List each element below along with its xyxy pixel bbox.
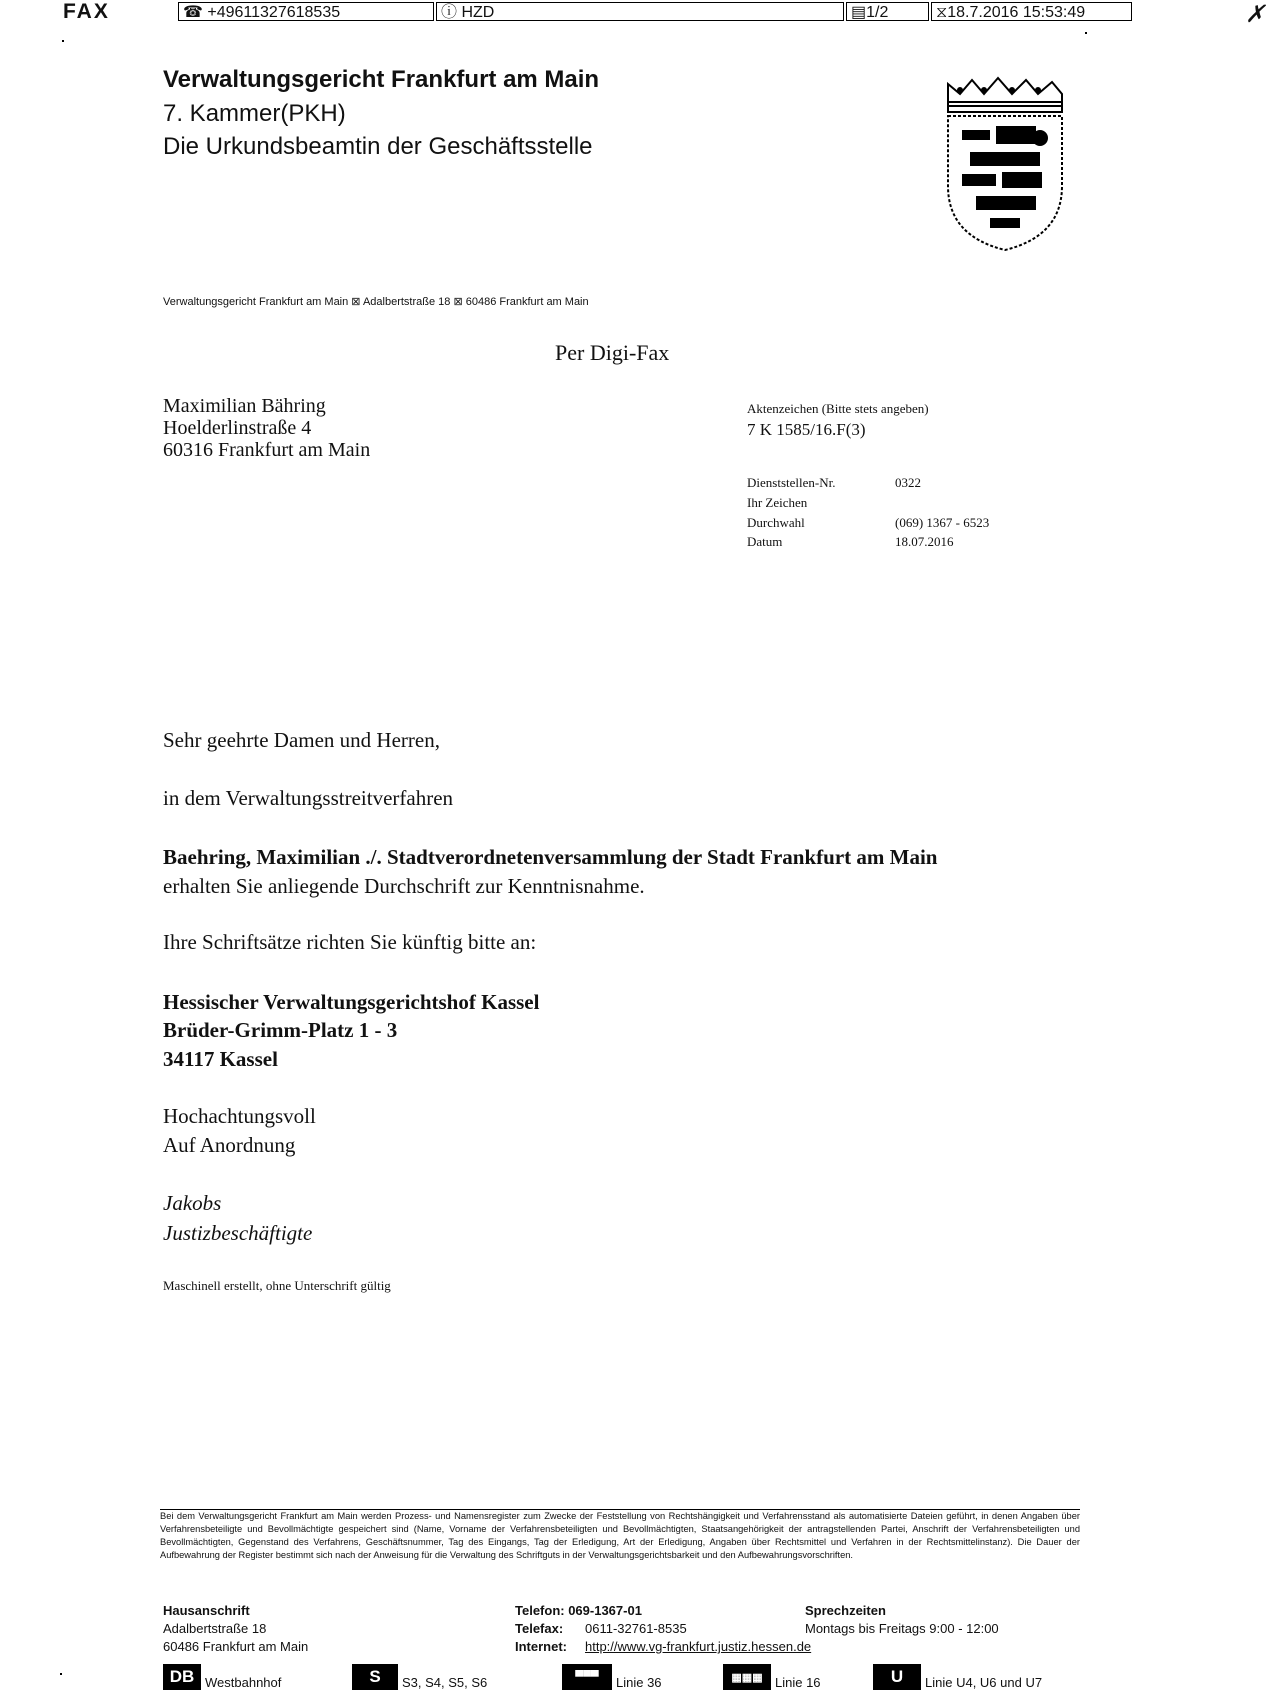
case-title: Baehring, Maximilian ./. Stadtverordnetenversammlung der Stadt Frankfurt am Main xyxy=(163,845,938,869)
tram-logo-icon: ▦▦▦ xyxy=(723,1664,771,1690)
sbahn-logo-icon: S xyxy=(352,1664,398,1690)
scan-dot xyxy=(62,40,64,42)
meta-value: 0322 xyxy=(895,475,921,490)
ubahn-logo-icon: U xyxy=(873,1664,921,1690)
recipient-address xyxy=(163,395,370,461)
court-chamber: 7. Kammer(PKH) xyxy=(163,100,346,127)
intro-line: in dem Verwaltungsstreitverfahren xyxy=(163,786,454,810)
sender-address-line: Verwaltungsgericht Frankfurt am Main ⊠ Adalbertstraße 18 ⊠ 60486 Frankfurt am Main xyxy=(163,296,589,308)
new-court-name: Hessischer Verwaltungsgerichtshof Kassel xyxy=(163,990,540,1014)
transit-label: Linie U4, U6 und U7 xyxy=(925,1675,1043,1690)
transit-label: Linie 36 xyxy=(616,1675,662,1690)
fax-label: Telefax: xyxy=(515,1621,564,1636)
order-line: Auf Anordnung xyxy=(163,1133,296,1157)
scan-dot xyxy=(1085,32,1087,34)
new-court-street: Brüder-Grimm-Platz 1 - 3 xyxy=(163,1018,398,1042)
fax-check-icon: ✗ xyxy=(1245,1,1266,28)
recipient-city: 60316 Frankfurt am Main xyxy=(163,439,371,461)
transit-label: Westbahnhof xyxy=(205,1675,282,1690)
fax-datetime: ⧖18.7.2016 15:53:49 xyxy=(931,2,1132,21)
address-city: 60486 Frankfurt am Main xyxy=(163,1639,309,1654)
bus-logo-icon: ▀▀▀ xyxy=(562,1664,612,1690)
reference-value: 7 K 1585/16.F(3) xyxy=(747,420,866,439)
internet-label: Internet: xyxy=(515,1639,567,1654)
meta-label: Datum xyxy=(747,534,783,549)
transit-ubahn xyxy=(873,1664,1042,1690)
fax-label: FAX xyxy=(63,0,110,23)
fax-number: 0611-32761-8535 xyxy=(585,1621,687,1636)
meta-value: (069) 1367 - 6523 xyxy=(895,515,990,530)
court-name: Verwaltungsgericht Frankfurt am Main xyxy=(163,66,600,93)
scan-dot xyxy=(60,1673,62,1675)
meta-label: Dienststellen-Nr. xyxy=(747,475,836,490)
sentence: erhalten Sie anliegende Durchschrift zur Kenntnisnahme. xyxy=(163,874,645,898)
hours-value: Montags bis Freitags 9:00 - 12:00 xyxy=(805,1621,999,1636)
phone-number: Telefon: 069-1367-01 xyxy=(515,1603,642,1618)
fax-page-count: ▤1/2 xyxy=(846,2,929,21)
court-office: Die Urkundsbeamtin der Geschäftsstelle xyxy=(163,133,593,160)
signer-role: Justizbeschäftigte xyxy=(163,1221,313,1245)
hessen-coat-of-arms-icon xyxy=(940,76,1070,252)
transit-db xyxy=(163,1664,281,1690)
privacy-notice: Bei dem Verwaltungsgericht Frankfurt am Main werden Prozess- und Namensregister zum Zwecke der Feststellung von Rechtshängigkeit und Verfahrensstand als automatisierte Dateien geführt, in denen Angaben über Verfahrensbeteiligte und Bevollmächtigte gespeichert sind (Name, Vorname der Verfahrensbeteiligten und Bevollmächtigten, Staatsangehörigkeit der antragstellenden Partei, Anschrift der Verfahrensbeteiligten und Bevollmächtigten, Gegenstand des Verfahrens, Geschäftsnummer, Tag des Eingangs, Tag der Erledigung, Art der Erledigung, Angaben über Rechtsmittel und Verfahren in der Rechtsmittelinstanz). Die Dauer der Aufbewahrung der Register bestimmt sich nach der Anweisung für die Verwaltung des Schriftguts in der Verwaltungsgerichtsbarkeit und den Aufbewahrungsvorschriften. xyxy=(160,1511,1080,1560)
recipient-street: Hoelderlinstraße 4 xyxy=(163,417,312,439)
address-heading: Hausanschrift xyxy=(163,1603,250,1618)
meta-label: Durchwahl xyxy=(747,515,805,530)
address-street: Adalbertstraße 18 xyxy=(163,1621,267,1636)
fax-id-field: ⓘ HZD xyxy=(436,2,844,21)
transit-label: Linie 16 xyxy=(775,1675,821,1690)
delivery-method: Per Digi-Fax xyxy=(555,340,670,365)
meta-label: Ihr Zeichen xyxy=(747,495,808,510)
transit-tram xyxy=(723,1664,821,1690)
direction-line: Ihre Schriftsätze richten Sie künftig bitte an: xyxy=(163,930,537,954)
hours-heading: Sprechzeiten xyxy=(805,1603,886,1618)
closing: Hochachtungsvoll xyxy=(163,1104,316,1128)
transit-bus xyxy=(562,1664,662,1690)
transit-label: S3, S4, S5, S6 xyxy=(402,1675,488,1690)
salutation: Sehr geehrte Damen und Herren, xyxy=(163,728,440,752)
meta-value: 18.07.2016 xyxy=(895,534,954,549)
recipient-name: Maximilian Bähring xyxy=(163,395,326,417)
db-logo-icon: DB xyxy=(163,1664,201,1690)
transit-sbahn xyxy=(352,1664,487,1690)
fax-phone-field: ☎ +49611327618535 xyxy=(178,2,434,21)
new-court-city: 34117 Kassel xyxy=(163,1047,278,1071)
reference-label: Aktenzeichen (Bitte stets angeben) xyxy=(747,401,929,416)
website-link[interactable]: http://www.vg-frankfurt.justiz.hessen.de xyxy=(585,1639,812,1654)
machine-note: Maschinell erstellt, ohne Unterschrift gültig xyxy=(163,1278,391,1293)
signer-name: Jakobs xyxy=(163,1191,222,1215)
